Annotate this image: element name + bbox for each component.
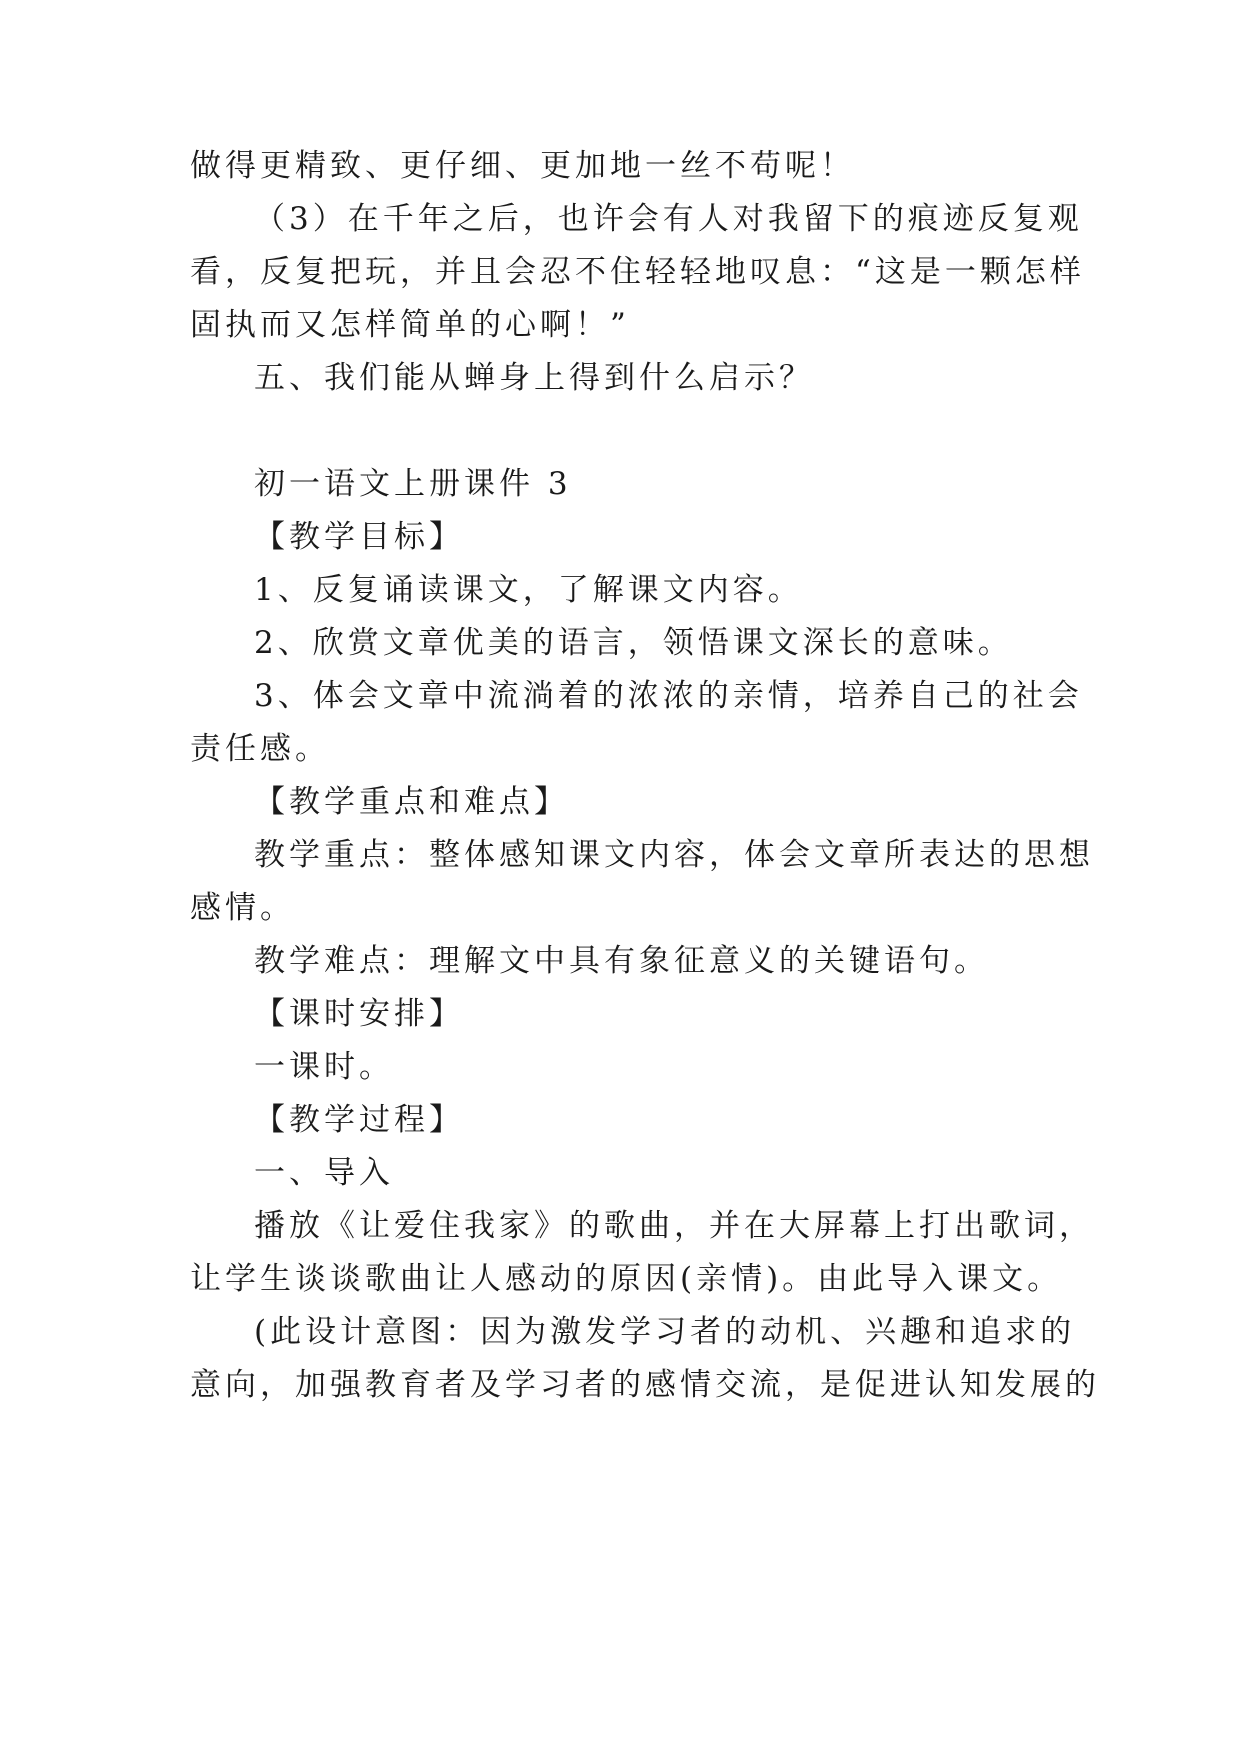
list-item: 1、反复诵读课文，了解课文内容。 (254, 572, 803, 608)
section-heading: 【课时安排】 (254, 996, 464, 1032)
section-heading: 【教学目标】 (254, 519, 464, 555)
text-line: 让学生谈谈歌曲让人感动的原因(亲情)。由此导入课文。 (190, 1261, 1063, 1297)
text-line: 意向，加强教育者及学习者的感情交流，是促进认知发展的 (190, 1367, 1100, 1403)
text-line: 固执而又怎样简单的心啊！” (190, 307, 630, 343)
text-line: （3）在千年之后，也许会有人对我留下的痕迹反复观 (254, 201, 1083, 237)
section-heading: 【教学重点和难点】 (254, 784, 569, 820)
text-line: 教学重点：整体感知课文内容，体会文章所表达的思想 (254, 837, 1094, 873)
text-line: 感情。 (190, 890, 295, 926)
section-heading: 一、导入 (254, 1155, 394, 1191)
list-item: 3、体会文章中流淌着的浓浓的亲情，培养自己的社会 (254, 678, 1083, 714)
section-heading: 五、我们能从蝉身上得到什么启示？ (254, 360, 814, 396)
list-item: 2、欣赏文章优美的语言，领悟课文深长的意味。 (254, 625, 1013, 661)
text-line: 一课时。 (254, 1049, 394, 1085)
text-line: (此设计意图：因为激发学习者的动机、兴趣和追求的 (254, 1314, 1076, 1350)
section-heading: 【教学过程】 (254, 1102, 464, 1138)
text-line: 做得更精致、更仔细、更加地一丝不苟呢！ (190, 148, 855, 184)
text-line: 看，反复把玩，并且会忍不住轻轻地叹息：“这是一颗怎样 (190, 254, 1085, 290)
text-line: 播放《让爱住我家》的歌曲，并在大屏幕上打出歌词， (254, 1208, 1094, 1244)
text-line: 教学难点：理解文中具有象征意义的关键语句。 (254, 943, 989, 979)
document-title: 初一语文上册课件 3 (254, 466, 572, 502)
text-line: 责任感。 (190, 731, 330, 767)
